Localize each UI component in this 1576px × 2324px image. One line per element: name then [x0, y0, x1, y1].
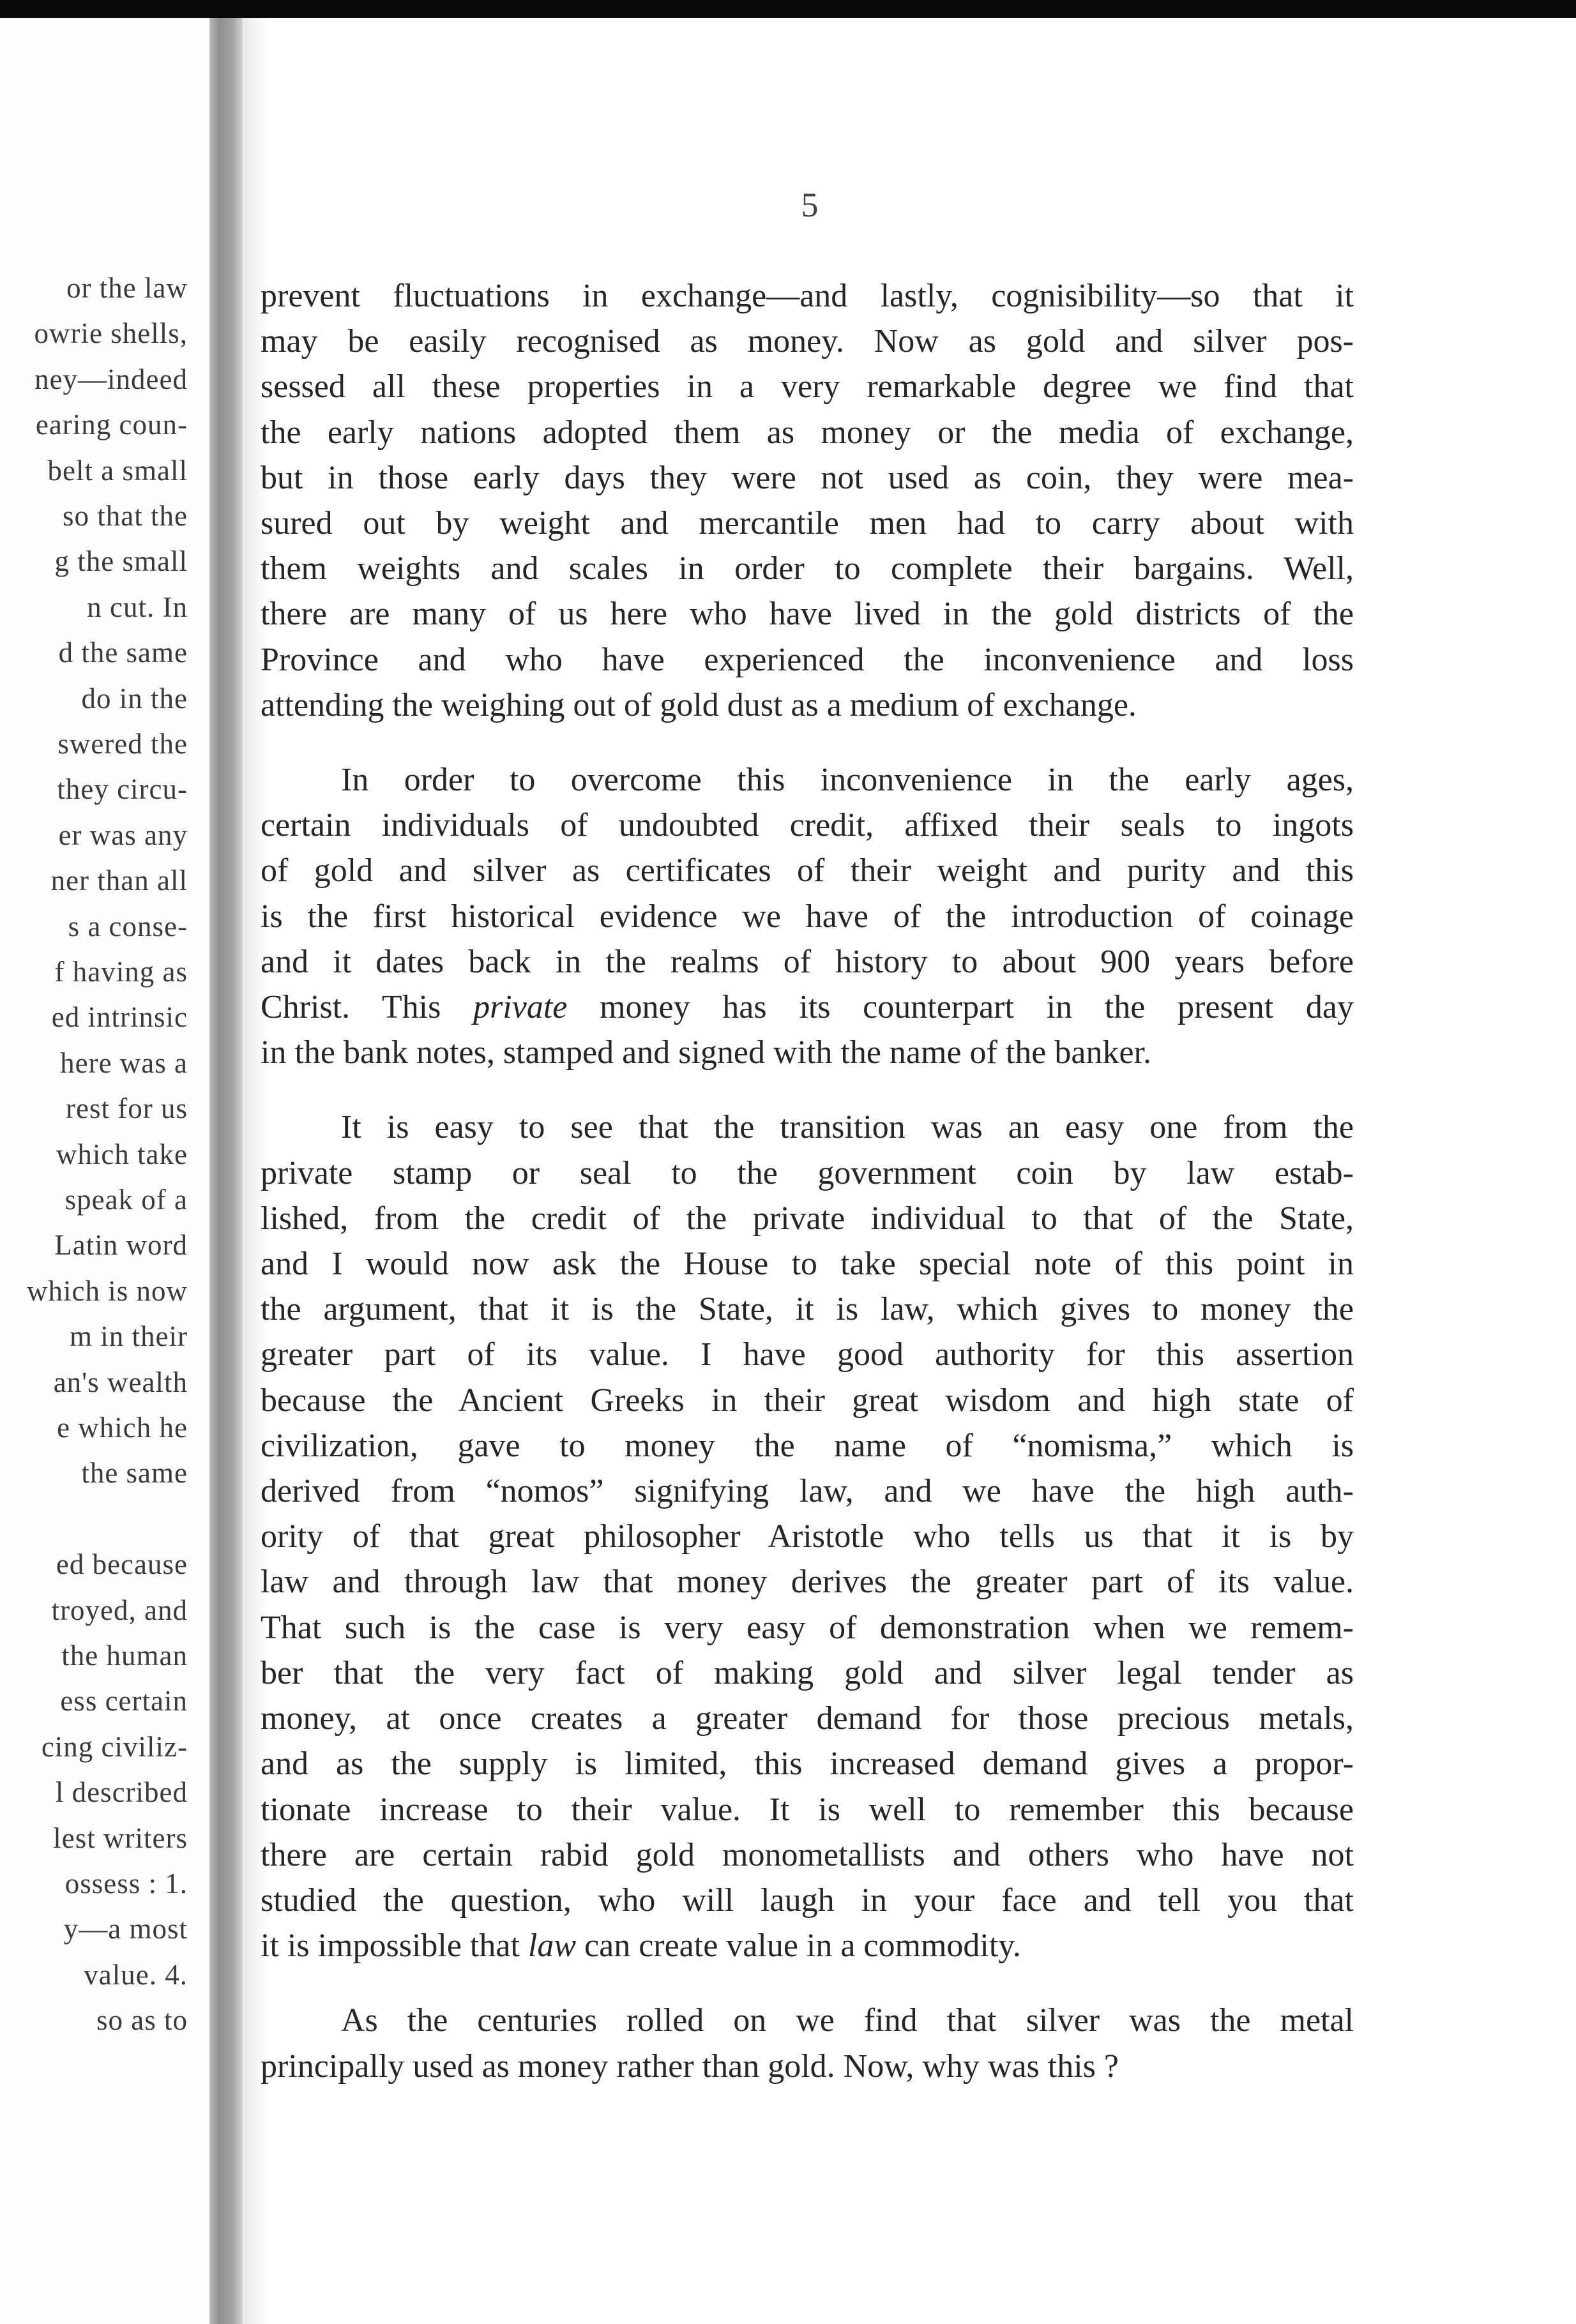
- text-line: sured out by weight and mercantile men had to carry about with: [261, 505, 1354, 542]
- text-line: because the Ancient Greeks in their great wisdom and high state of: [261, 1382, 1354, 1419]
- facing-page-line: owrie shells,: [34, 317, 188, 350]
- facing-page-line: f having as: [54, 956, 188, 988]
- text-line: prevent fluctuations in exchange—and lastly, cognisibility—so that it: [261, 278, 1354, 314]
- facing-page-line: belt a small: [47, 454, 188, 487]
- text-line: greater part of its value. I have good authority for this assertion: [261, 1336, 1354, 1373]
- text-line: there are many of us here who have lived in the gold districts of the: [261, 596, 1354, 633]
- facing-page-line: they circu-: [57, 773, 188, 806]
- text-line: the early nations adopted them as money or the media of exchange,: [261, 414, 1354, 451]
- text-line: it is impossible that law can create value in a commodity.: [261, 1928, 1021, 1965]
- text-line: there are certain rabid gold monometallists and others who have not: [261, 1836, 1354, 1873]
- text-line: money, at once creates a greater demand for those precious metals,: [261, 1700, 1354, 1737]
- text-line: of gold and silver as certificates of their weight and purity and this: [261, 852, 1354, 889]
- facing-page-line: er was any: [58, 819, 188, 851]
- text-line: may be easily recognised as money. Now as gold and silver pos-: [261, 323, 1354, 360]
- facing-page-line: the human: [61, 1640, 188, 1671]
- facing-page-line: here was a: [60, 1046, 188, 1079]
- facing-page-line: ed because: [56, 1548, 188, 1581]
- facing-page-line: value. 4.: [84, 1958, 188, 1991]
- facing-page-line: troyed, and: [51, 1594, 188, 1626]
- facing-page-line: an's wealth: [53, 1366, 188, 1398]
- facing-page-line: ess certain: [60, 1685, 188, 1717]
- text-line: studied the question, who will laugh in your face and tell you that: [261, 1882, 1354, 1919]
- facing-page-line: so as to: [96, 2004, 188, 2037]
- text-line: and I would now ask the House to take special note of this point in: [261, 1246, 1354, 1283]
- page-number: 5: [801, 186, 819, 224]
- text-line: principally used as money rather than gold. Now, why was this ?: [261, 2048, 1119, 2085]
- facing-page-line: l described: [55, 1776, 188, 1809]
- facing-page-line: m in their: [70, 1320, 188, 1353]
- facing-page-line: ossess : 1.: [64, 1867, 188, 1899]
- facing-page-line: so that the: [63, 500, 188, 532]
- text-line: attending the weighing out of gold dust as a medium of exchange.: [261, 686, 1137, 723]
- text-line: but in those early days they were not used as coin, they were mea-: [261, 459, 1354, 496]
- facing-page-line: swered the: [57, 728, 188, 760]
- page-body: [261, 273, 1354, 2118]
- paragraph: [261, 1105, 1354, 1968]
- facing-page-line: ed intrinsic: [51, 1001, 188, 1034]
- text-line: and as the supply is limited, this increased demand gives a propor-: [261, 1746, 1354, 1783]
- facing-page-line: y—a most: [63, 1913, 188, 1945]
- facing-page-line: s a conse-: [68, 910, 188, 942]
- facing-page-line: g the small: [54, 545, 188, 578]
- text-line: civilization, gave to money the name of “nomisma,” which is: [261, 1427, 1354, 1464]
- text-line: sessed all these properties in a very remarkable degree we find that: [261, 368, 1354, 405]
- text-line: In order to overcome this inconvenience in the early ages,: [341, 762, 1354, 799]
- facing-page-line: rest for us: [66, 1092, 188, 1125]
- facing-page-fragment: [0, 18, 209, 2324]
- facing-page-line: cing civiliz-: [41, 1730, 188, 1763]
- facing-page-line: earing coun-: [35, 409, 188, 441]
- facing-page-line: d the same: [58, 637, 188, 669]
- scan-top-edge: [0, 0, 1576, 18]
- text-line: derived from “nomos” signifying law, and we have the high auth-: [261, 1473, 1354, 1510]
- facing-page-line: lest writers: [53, 1822, 188, 1854]
- text-line: ority of that great philosopher Aristotle who tells us that it is by: [261, 1518, 1354, 1555]
- facing-page-line: ney—indeed: [34, 363, 188, 395]
- facing-page-line: or the law: [66, 272, 188, 304]
- text-line: lished, from the credit of the private individual to that of the State,: [261, 1200, 1354, 1237]
- facing-page-line: the same: [81, 1457, 188, 1490]
- text-line: and it dates back in the realms of history to about 900 years before: [261, 943, 1354, 980]
- text-line: tionate increase to their value. It is well to remember this because: [261, 1791, 1354, 1828]
- text-line: Christ. This private money has its counterpart in the present day: [261, 989, 1354, 1026]
- text-line: Province and who have experienced the inconvenience and loss: [261, 641, 1354, 678]
- facing-page-line: n cut. In: [87, 591, 188, 623]
- facing-page-line: Latin word: [54, 1229, 188, 1262]
- text-line: in the bank notes, stamped and signed with the name of the banker.: [261, 1034, 1151, 1071]
- text-line: private stamp or seal to the government coin by law estab-: [261, 1154, 1354, 1191]
- paragraph: [261, 1998, 1354, 2088]
- text-line: ber that the very fact of making gold and silver legal tender as: [261, 1654, 1354, 1691]
- text-line: That such is the case is very easy of demonstration when we remem-: [261, 1609, 1354, 1646]
- text-line: the argument, that it is the State, it is law, which gives to money the: [261, 1291, 1354, 1328]
- text-line: is the first historical evidence we have of the introduction of coinage: [261, 898, 1354, 935]
- facing-page-line: speak of a: [64, 1184, 188, 1216]
- text-line: them weights and scales in order to complete their bargains. Well,: [261, 550, 1354, 587]
- facing-page-line: which is now: [27, 1274, 188, 1307]
- paragraph: [261, 757, 1354, 1075]
- text-line: It is easy to see that the transition was an easy one from the: [341, 1109, 1354, 1146]
- facing-page-line: which take: [56, 1138, 188, 1170]
- book-gutter: [209, 18, 243, 2324]
- facing-page-line: ner than all: [50, 864, 188, 897]
- text-line: As the centuries rolled on we find that silver was the metal: [341, 2002, 1354, 2039]
- text-line: certain individuals of undoubted credit, affixed their seals to ingots: [261, 807, 1354, 844]
- facing-page-line: do in the: [81, 682, 188, 714]
- text-line: law and through law that money derives the greater part of its value.: [261, 1564, 1354, 1601]
- facing-page-line: e which he: [57, 1412, 188, 1444]
- paragraph: [261, 273, 1354, 728]
